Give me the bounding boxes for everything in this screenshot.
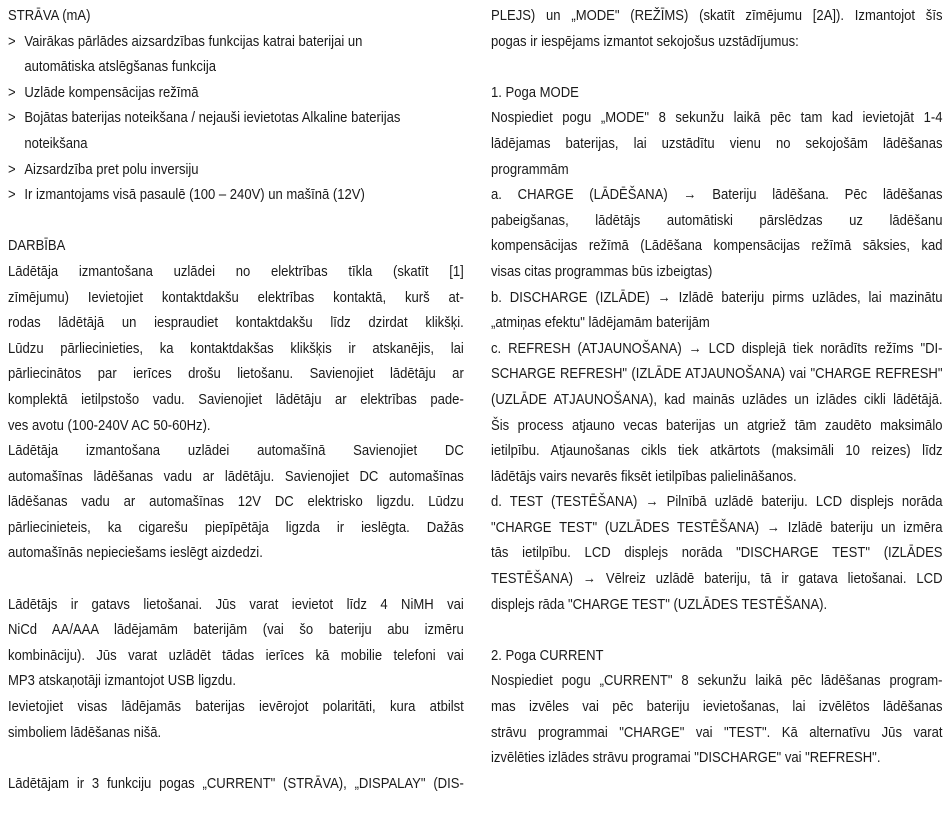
text-line: c. REFRESH (ATJAUNOŠANA) → LCD displejā tiek norādīts režīms "DI- <box>491 339 943 357</box>
text-line: Lādētājam ir 3 funkciju pogas „CURRENT" (STRĀVA), „DISPALAY" (DIS- <box>8 774 464 792</box>
chevron-right-icon: > <box>8 32 16 50</box>
text-line: tās ietilpību. LCD displejs norāda "DISCHARGE TEST" (IZLĀDES <box>491 544 943 562</box>
text-line: izvēlēties izlādes strāvu programai "DISCHARGE" vai "REFRESH". <box>491 749 881 767</box>
feature-bullet <box>8 29 464 80</box>
text-line: strāvu programmai "CHARGE" vai "TEST". Kā alternatīvu Jūs varat <box>491 723 943 741</box>
text-line: Ievietojiet visas lādējamās baterijas ievērojot polaritāti, kura atbilst <box>8 698 464 716</box>
chevron-right-icon: > <box>8 186 16 204</box>
text-line: b. DISCHARGE (IZLĀDE) → Izlādē bateriju pirms uzlādes, lai mazinātu <box>491 288 943 306</box>
bullet-text: Ir izmantojams visā pasaulē (100 – 240V) un mašīnā (12V) <box>24 186 365 204</box>
section-heading: DARBĪBA <box>8 237 66 255</box>
text-line: d. TEST (TESTĒŠANA) → Pilnībā uzlādē bateriju. LCD displejs norāda <box>491 493 943 511</box>
text-line: komplektā ietilpstošo vadu. Savienojiet lādētāju ar elektrības pade- <box>8 390 464 408</box>
text-line: pogas ir iespējams izmantot sekojošus uzstādījumus: <box>491 32 799 50</box>
continued-line: STRĀVA (mA) <box>8 7 91 24</box>
text-line: automašīnās nepieciešams ieslēgt aizdedzi. <box>8 544 263 562</box>
text-line: lādētājs vairs nevarēs fiksēt ietilpības palielināšanos. <box>491 467 797 485</box>
text-line: Nospiediet pogu „MODE" 8 sekunžu laikā pēc tam kad ievietojāt 1-4 <box>491 109 943 127</box>
feature-bullet <box>8 182 464 208</box>
paragraph-polarity <box>8 694 464 745</box>
chevron-right-icon: > <box>8 83 16 101</box>
paragraph-mains <box>8 259 464 438</box>
bullet-text: Vairākas pārlādes aizsardzības funkcijas katrai baterijai un <box>24 32 363 50</box>
right-column <box>491 3 943 771</box>
feature-bullet <box>8 80 464 106</box>
paragraph-ready <box>8 592 464 694</box>
left-column <box>8 3 464 796</box>
bullet-text: Aizsardzība pret polu inversiju <box>24 160 199 178</box>
text-line: simboliem lādēšanas nišā. <box>8 723 162 741</box>
feature-bullet <box>8 157 464 183</box>
text-line: displejs rāda "CHARGE TEST" (UZLĀDES TESTĒŠANA). <box>491 595 828 613</box>
text-line: pārliecinātos par ierīces drošu lietošanu. Savienojiet lādētāju ar <box>8 365 464 383</box>
text-line: "CHARGE TEST" (UZLĀDES TESTĒŠANA) → Izlādē bateriju un izmēra <box>491 518 943 536</box>
bullet-text: noteikšana <box>24 134 88 152</box>
bullet-text: Uzlāde kompensācijas režīmā <box>24 83 199 101</box>
text-line: NiCd AA/AAA lādējamām baterijām (vai šo bateriju abu izmēru <box>8 621 464 639</box>
text-line: zīmējumu) Ievietojiet kontaktdakšu elektrības kontaktā, kurš at- <box>8 288 464 306</box>
text-line: TESTĒŠANA) → Vēlreiz uzlādē bateriju, tā ir gatava lietošanai. LCD <box>491 570 943 588</box>
text-line: automašīnas lādēšanas vadu ar lādētāju. Savienojiet DC automašīnas <box>8 467 464 485</box>
text-line: Lādētāja izmantošana uzlādei no elektrības tīkla (skatīt [1] <box>8 262 464 280</box>
text-line: Lūdzu pārliecinieties, ka kontaktdakšas klikšķis ir atskanējis, lai <box>8 339 464 357</box>
chevron-right-icon: > <box>8 109 16 127</box>
paragraph-intro <box>491 3 943 54</box>
text-line: kombināciju). Jūs varat uzlādēt tādas ierīces kā mobilie telefoni vai <box>8 646 464 664</box>
paragraph-car <box>8 438 464 566</box>
chevron-right-icon: > <box>8 160 16 178</box>
text-line: kompensācijas režīmā (Lādēšana kompensācijas režīmā sāksies, kad <box>491 237 943 255</box>
text-line: rodas lādētājā un iespraudiet kontaktdakšu līdz dzirdat klikšķi. <box>8 314 464 332</box>
text-line: visas citas programmas būs izbeigtas) <box>491 262 713 280</box>
text-line: Nospiediet pogu „CURRENT" 8 sekunžu laikā pēc lādēšanas program- <box>491 672 943 690</box>
text-line: SCHARGE REFRESH" (IZLĀDE ATJAUNOŠANA) vai "CHARGE REFRESH" <box>491 365 943 383</box>
text-line: mas izvēles vai pēc bateriju ievietošanas, lai izvēlētos lādēšanas <box>491 698 943 716</box>
text-line: MP3 atskaņotāji izmantojot USB ligzdu. <box>8 672 236 690</box>
current-heading: 2. Poga CURRENT <box>491 646 604 664</box>
text-line: „atmiņas efektu" lādējamām baterijām <box>491 314 710 332</box>
text-line: programmām <box>491 160 569 178</box>
text-line: ves avotu (100-240V AC 50-60Hz). <box>8 416 211 434</box>
text-line: a. CHARGE (LĀDĒŠANA) → Bateriju lādēšana. Pēc lādēšanas <box>491 186 943 204</box>
mode-heading: 1. Poga MODE <box>491 83 579 101</box>
text-line: PLEJS) un „MODE" (REŽĪMS) (skatīt zīmējumu [2A]). Izmantojot šīs <box>491 7 943 24</box>
text-line: ietilpību. Atjaunošanas cikls tiek atkārtots (maksimāli 10 reizes) līdz <box>491 442 943 460</box>
paragraph-mode <box>491 105 943 617</box>
text-line: (UZLĀDE ATJAUNOŠANA), kad mainās uzlādes un izlādes cikli lādētājā. <box>491 390 943 408</box>
text-line: Lādētājs ir gatavs lietošanai. Jūs varat ievietot līdz 4 NiMH vai <box>8 595 464 613</box>
text-line: lādēšanas vadu ar automašīnas 12V DC elektrisko ligzdu. Lūdzu <box>8 493 464 511</box>
text-line: Lādētāja izmantošana uzlādei automašīnā Savienojiet DC <box>8 442 464 460</box>
text-line: pabeigšanas, lādētājs automātiski pārslēdzas uz lādēšanu <box>491 211 943 229</box>
bullet-text: Bojātas baterijas noteikšana / nejauši ievietotas Alkaline baterijas <box>24 109 401 127</box>
text-line: lādējamas baterijas, lai uzstādītu vienu no sekojošām lādēšanas <box>491 134 943 152</box>
bullet-text: automātiska atslēgšanas funkcija <box>24 58 217 76</box>
text-line: pārliecinieteis, ka cigarešu piepīpētāja ligzda ir ieslēgta. Dažās <box>8 518 464 536</box>
text-line: Šis process atjauno vecas baterijas un atgriež tām zaudēto maksimālo <box>491 416 943 434</box>
paragraph-current <box>491 668 943 770</box>
feature-bullet <box>8 105 464 156</box>
